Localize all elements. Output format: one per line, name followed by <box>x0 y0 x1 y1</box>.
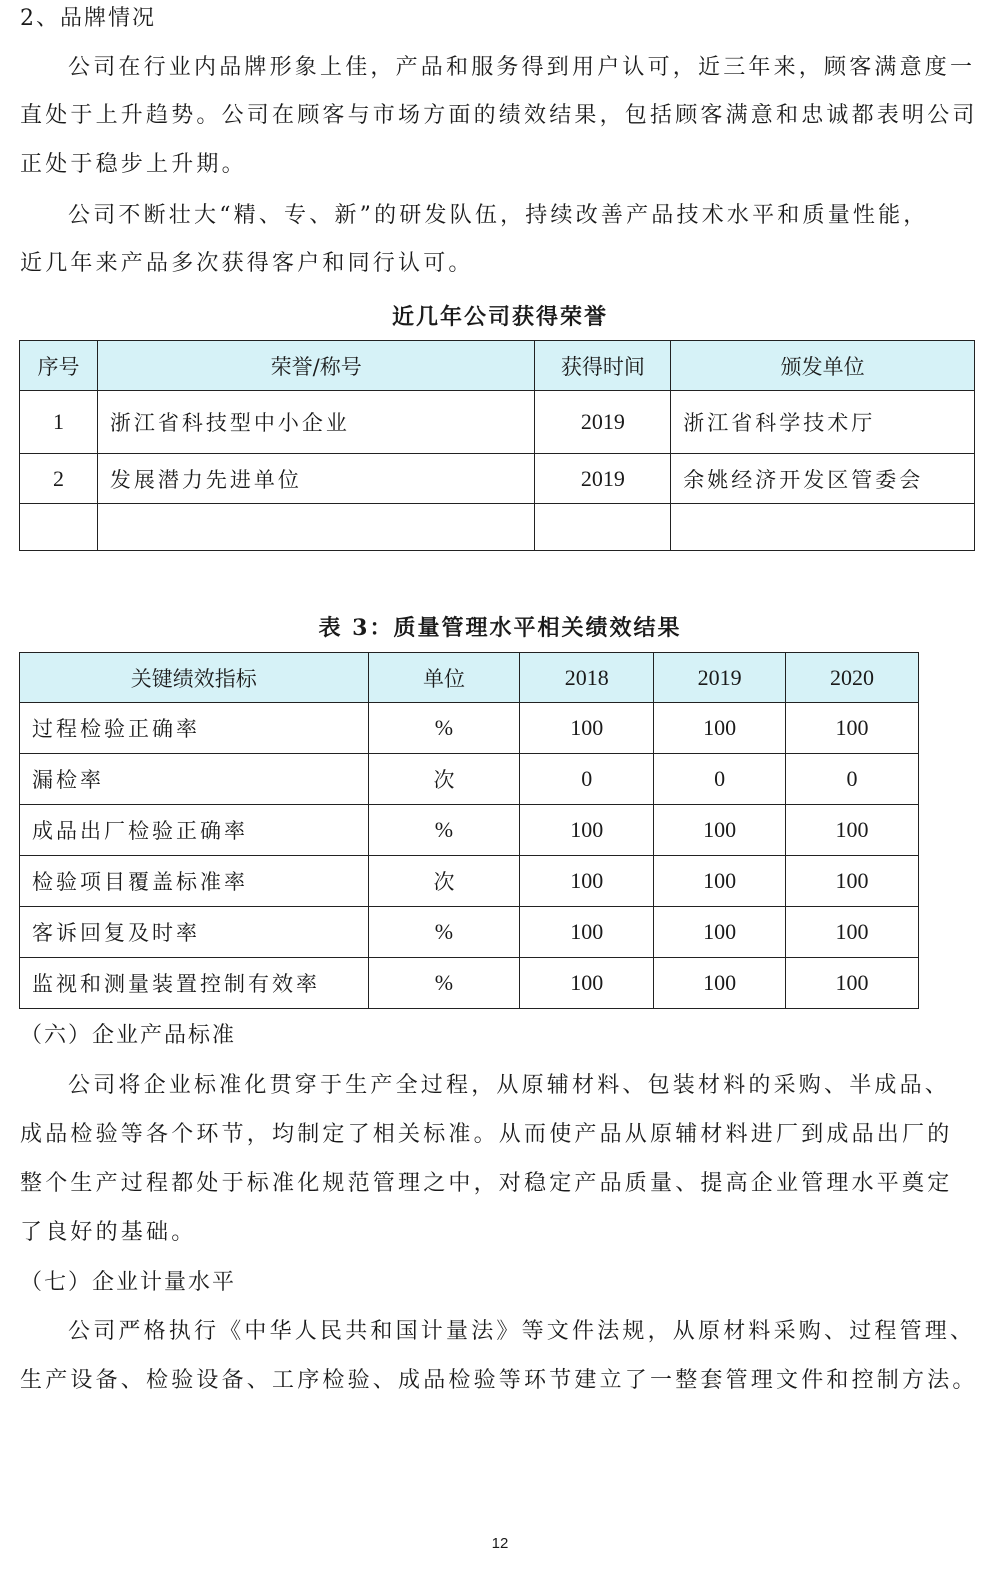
honors-cell-issuer <box>671 504 975 551</box>
quality-cell-2019: 0 <box>654 754 786 805</box>
table-row <box>20 958 919 1009</box>
quality-cell-indicator: 过程检验正确率 <box>20 703 369 754</box>
table-row <box>20 454 975 504</box>
quality-cell-2020: 100 <box>786 703 919 754</box>
metrology-paragraph-line-2: 生产设备、检验设备、工序检验、成品检验等环节建立了一整套管理文件和控制方法。 <box>20 1368 978 1393</box>
standards-paragraph-line-1: 公司将企业标准化贯穿于生产全过程，从原辅材料、包装材料的采购、半成品、 <box>68 1073 951 1098</box>
honors-cell-index: 2 <box>20 454 98 504</box>
page-number: 12 <box>491 1535 509 1552</box>
honors-cell-issuer: 余姚经济开发区管委会 <box>671 454 975 504</box>
quality-cell-2018: 100 <box>520 907 654 958</box>
brand-paragraph-1-line-2: 直处于上升趋势。公司在顾客与市场方面的绩效结果，包括顾客满意和忠诚都表明公司 <box>20 103 978 128</box>
standards-paragraph-line-4: 了良好的基础。 <box>20 1220 197 1245</box>
metrology-heading: （七）企业计量水平 <box>20 1270 237 1295</box>
quality-cell-2018: 100 <box>520 856 654 907</box>
honors-cell-index: 1 <box>20 391 98 454</box>
brand-paragraph-1-line-3: 正处于稳步上升期。 <box>20 152 247 177</box>
brand-paragraph-1-line-1: 公司在行业内品牌形象上佳，产品和服务得到用户认可，近三年来，顾客满意度一 <box>68 55 976 80</box>
standards-paragraph-line-2: 成品检验等各个环节，均制定了相关标准。从而使产品从原辅材料进厂到成品出厂的 <box>20 1122 953 1147</box>
table-row <box>20 754 919 805</box>
quality-cell-2019: 100 <box>654 856 786 907</box>
quality-cell-2020: 100 <box>786 958 919 1009</box>
quality-cell-2018: 0 <box>520 754 654 805</box>
quality-header-indicator: 关键绩效指标 <box>20 653 369 703</box>
quality-cell-2018: 100 <box>520 703 654 754</box>
honors-cell-year: 2019 <box>535 454 671 504</box>
table-row <box>20 504 975 551</box>
honors-cell-year <box>535 504 671 551</box>
honors-cell-title <box>97 504 535 551</box>
table-row <box>20 391 975 454</box>
quality-cell-2018: 100 <box>520 958 654 1009</box>
quality-cell-unit: % <box>368 958 520 1009</box>
quality-cell-indicator: 监视和测量装置控制有效率 <box>20 958 369 1009</box>
standards-paragraph-line-3: 整个生产过程都处于标准化规范管理之中，对稳定产品质量、提高企业管理水平奠定 <box>20 1171 953 1196</box>
quality-header-2019: 2019 <box>654 653 786 703</box>
quality-header-2018: 2018 <box>520 653 654 703</box>
quality-header-2020: 2020 <box>786 653 919 703</box>
metrology-paragraph-line-1: 公司严格执行《中华人民共和国计量法》等文件法规，从原材料采购、过程管理、 <box>68 1319 976 1344</box>
quality-cell-2020: 100 <box>786 907 919 958</box>
table-row <box>20 856 919 907</box>
honors-header-year: 获得时间 <box>535 341 671 391</box>
quality-cell-2020: 100 <box>786 856 919 907</box>
quality-cell-2019: 100 <box>654 907 786 958</box>
honors-cell-title: 浙江省科技型中小企业 <box>97 391 535 454</box>
quality-cell-2020: 0 <box>786 754 919 805</box>
honors-table-caption: 近几年公司获得荣誉 <box>391 304 608 330</box>
quality-cell-2019: 100 <box>654 805 786 856</box>
quality-cell-2018: 100 <box>520 805 654 856</box>
quality-table <box>19 652 919 1009</box>
honors-table-header-row <box>20 341 975 391</box>
honors-cell-year: 2019 <box>535 391 671 454</box>
table-row <box>20 805 919 856</box>
quality-cell-indicator: 成品出厂检验正确率 <box>20 805 369 856</box>
honors-header-title: 荣誉/称号 <box>97 341 535 391</box>
standards-heading: （六）企业产品标准 <box>20 1023 237 1048</box>
honors-header-index: 序号 <box>20 341 98 391</box>
quality-cell-indicator: 漏检率 <box>20 754 369 805</box>
honors-cell-index <box>20 504 98 551</box>
brand-paragraph-2-line-2: 近几年来产品多次获得客户和同行认可。 <box>20 251 474 276</box>
table-row <box>20 907 919 958</box>
quality-cell-unit: 次 <box>368 856 520 907</box>
quality-table-header-row <box>20 653 919 703</box>
honors-cell-title: 发展潜力先进单位 <box>97 454 535 504</box>
quality-cell-indicator: 客诉回复及时率 <box>20 907 369 958</box>
brand-heading: 2、品牌情况 <box>20 6 156 31</box>
quality-cell-2019: 100 <box>654 703 786 754</box>
quality-table-caption: 表 3：质量管理水平相关绩效结果 <box>318 615 682 641</box>
quality-cell-2019: 100 <box>654 958 786 1009</box>
table-row <box>20 703 919 754</box>
honors-cell-issuer: 浙江省科学技术厅 <box>671 391 975 454</box>
quality-cell-unit: 次 <box>368 754 520 805</box>
quality-cell-unit: % <box>368 907 520 958</box>
quality-cell-unit: % <box>368 805 520 856</box>
quality-cell-2020: 100 <box>786 805 919 856</box>
quality-header-unit: 单位 <box>368 653 520 703</box>
brand-paragraph-2-line-1: 公司不断壮大“精、专、新”的研发队伍，持续改善产品技术水平和质量性能， <box>68 203 929 228</box>
honors-header-issuer: 颁发单位 <box>671 341 975 391</box>
quality-cell-unit: % <box>368 703 520 754</box>
honors-table <box>19 340 975 551</box>
quality-cell-indicator: 检验项目覆盖标准率 <box>20 856 369 907</box>
